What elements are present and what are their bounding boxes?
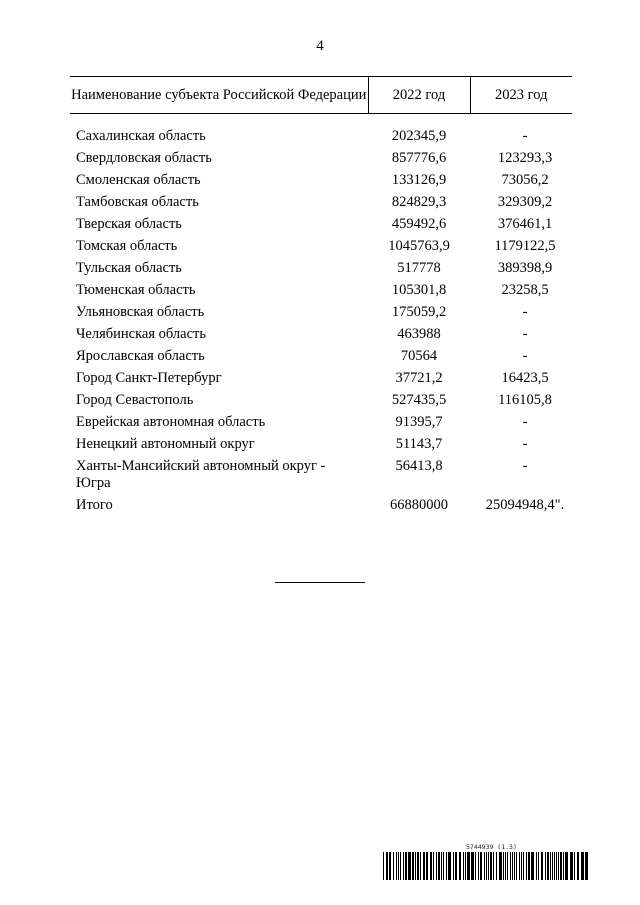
region-name-cell: Город Санкт-Петербург	[76, 370, 222, 386]
region-name-cell: Ненецкий автономный округ	[76, 436, 255, 452]
barcode-bar	[558, 852, 559, 880]
barcode-bar	[496, 852, 497, 880]
barcode-bar	[446, 852, 447, 880]
barcode-image	[383, 852, 589, 880]
value-2022-cell: 527435,5	[391, 392, 447, 408]
table-row	[70, 495, 572, 517]
value-2023-cell: 123293,3	[497, 150, 553, 166]
value-2022-cell: 857776,6	[391, 150, 447, 166]
barcode-bar	[415, 852, 416, 880]
barcode-bar	[412, 852, 414, 880]
value-2022-cell: 463988	[397, 326, 441, 342]
value-2023-cell: -	[522, 304, 528, 320]
value-2022-cell: 1045763,9	[388, 238, 450, 254]
region-name-cell: Смоленская область	[76, 172, 201, 188]
barcode-bar	[581, 852, 584, 880]
value-2022-cell: 51143,7	[395, 436, 443, 452]
barcode-bar	[512, 852, 513, 880]
barcode-bar	[490, 852, 492, 880]
table-spacer-row	[70, 114, 572, 127]
barcode-bar	[523, 852, 524, 880]
barcode-bar	[563, 852, 564, 880]
value-2022-cell: 91395,7	[395, 414, 443, 430]
barcode-bar	[514, 852, 515, 880]
barcode-bar	[455, 852, 457, 880]
value-2023-cell: -	[522, 458, 528, 474]
region-name-cell: Еврейская автономная область	[76, 414, 266, 430]
barcode-bar	[521, 852, 522, 880]
value-2023-cell: 376461,1	[497, 216, 553, 232]
barcode-bar	[393, 852, 394, 880]
table-row	[70, 368, 572, 390]
barcode-bar	[426, 852, 428, 880]
barcode-bar	[493, 852, 494, 880]
header-2023: 2023 год	[470, 77, 572, 114]
barcode-bar	[389, 852, 391, 880]
barcode-bar	[383, 852, 384, 880]
barcode-bar	[507, 852, 508, 880]
barcode-bar	[550, 852, 551, 880]
barcode-bar	[448, 852, 451, 880]
table-row	[70, 126, 572, 148]
barcode-bar	[486, 852, 487, 880]
barcode-bar	[423, 852, 425, 880]
region-name-cell: Тамбовская область	[76, 194, 199, 210]
barcode-bar	[526, 852, 527, 880]
barcode-bar	[417, 852, 419, 880]
barcode-bar	[467, 852, 470, 880]
value-2022-cell: 517778	[397, 260, 441, 276]
barcode-bar	[552, 852, 553, 880]
table-row	[70, 258, 572, 280]
table-row	[70, 236, 572, 258]
value-2022-cell: 70564	[400, 348, 438, 364]
value-2023-cell: -	[522, 436, 528, 452]
barcode-bar	[531, 852, 534, 880]
barcode-bar	[574, 852, 575, 880]
region-name-cell: Тюменская область	[76, 282, 196, 298]
value-2022-cell: 459492,6	[391, 216, 447, 232]
barcode-bar	[430, 852, 432, 880]
region-name-cell: Тверская область	[76, 216, 182, 232]
barcode-bar	[541, 852, 543, 880]
table-header-row	[70, 77, 572, 114]
barcode-bar	[408, 852, 411, 880]
region-name-cell: Итого	[76, 497, 113, 513]
barcode-bar	[465, 852, 466, 880]
barcode-bar	[488, 852, 489, 880]
region-name-cell: Челябинская область	[76, 326, 206, 342]
table-row	[70, 324, 572, 346]
barcode-bar	[386, 852, 388, 880]
barcode-bar	[436, 852, 437, 880]
table-row	[70, 148, 572, 170]
region-name-cell: Тульская область	[76, 260, 182, 276]
region-name-cell: Ханты-Мансийский автономный округ - Югра	[76, 458, 326, 491]
barcode-bar	[403, 852, 404, 880]
value-2023-cell: 73056,2	[501, 172, 549, 188]
table-row	[70, 390, 572, 412]
table-row	[70, 412, 572, 434]
barcode-bar	[420, 852, 421, 880]
barcode-bar	[570, 852, 573, 880]
barcode-bar	[478, 852, 479, 880]
region-name-cell: Сахалинская область	[76, 128, 206, 144]
value-2022-cell: 105301,8	[391, 282, 447, 298]
value-2022-cell: 66880000	[390, 497, 448, 513]
barcode-bar	[547, 852, 549, 880]
barcode-bar	[556, 852, 557, 880]
barcode-bar	[565, 852, 568, 880]
value-2022-cell: 824829,3	[391, 194, 447, 210]
barcode-caption: 5744939 (1.3)	[466, 843, 517, 851]
barcode-bar	[577, 852, 579, 880]
table-row	[70, 280, 572, 302]
value-2023-cell: 16423,5	[501, 370, 549, 386]
table-body	[70, 114, 572, 518]
value-2023-cell: -	[522, 326, 528, 342]
value-2023-cell: 1179122,5	[494, 238, 556, 254]
value-2022-cell: 37721,2	[395, 370, 443, 386]
table-row	[70, 456, 572, 495]
barcode-bar	[545, 852, 546, 880]
table-row	[70, 214, 572, 236]
barcode-bar	[400, 852, 401, 880]
barcode-bar	[396, 852, 397, 880]
region-name-cell: Ульяновская область	[76, 304, 205, 320]
closing-rule	[275, 582, 365, 583]
barcode-bar	[484, 852, 485, 880]
subsidy-table-container	[70, 76, 572, 517]
value-2023-cell: 116105,8	[498, 392, 552, 408]
value-2022-cell: 56413,8	[395, 458, 443, 474]
region-name-cell: Свердловская область	[76, 150, 212, 166]
value-2022-cell: 202345,9	[391, 128, 447, 144]
value-2023-cell: -	[522, 414, 528, 430]
barcode-bar	[453, 852, 454, 880]
barcode-bar	[480, 852, 482, 880]
barcode-bar	[528, 852, 530, 880]
header-region: Наименование субъекта Российской Федерации	[70, 77, 368, 114]
subsidy-table	[70, 76, 572, 517]
barcode-bar	[471, 852, 474, 880]
barcode-bar	[459, 852, 461, 880]
region-name-cell: Ярославская область	[76, 348, 205, 364]
barcode-bar	[516, 852, 517, 880]
barcode-bar	[554, 852, 555, 880]
table-row	[70, 170, 572, 192]
table-row	[70, 302, 572, 324]
barcode-bar	[538, 852, 539, 880]
value-2023-cell: -	[522, 348, 528, 364]
barcode-bar	[536, 852, 537, 880]
barcode-bar	[499, 852, 502, 880]
page-number: 4	[316, 38, 324, 54]
barcode-bar	[519, 852, 520, 880]
barcode-bar	[505, 852, 506, 880]
barcode-bar	[443, 852, 444, 880]
table-row	[70, 434, 572, 456]
value-2022-cell: 175059,2	[391, 304, 447, 320]
barcode-bar	[398, 852, 399, 880]
value-2023-cell: -	[522, 128, 528, 144]
table-row	[70, 192, 572, 214]
barcode-bar	[463, 852, 464, 880]
barcode-bar	[510, 852, 511, 880]
value-2023-cell: 25094948,4".	[485, 497, 565, 513]
barcode-bar	[441, 852, 442, 880]
barcode-bar	[475, 852, 476, 880]
value-2022-cell: 133126,9	[391, 172, 447, 188]
barcode-bar	[433, 852, 434, 880]
table-row	[70, 346, 572, 368]
value-2023-cell: 329309,2	[497, 194, 553, 210]
region-name-cell: Город Севастополь	[76, 392, 194, 408]
barcode-bar	[585, 852, 588, 880]
barcode-bar	[405, 852, 407, 880]
value-2023-cell: 23258,5	[501, 282, 549, 298]
header-2022: 2022 год	[368, 77, 470, 114]
barcode-bar	[503, 852, 504, 880]
region-name-cell: Томская область	[76, 238, 178, 254]
barcode-bar	[560, 852, 562, 880]
value-2023-cell: 389398,9	[497, 260, 553, 276]
barcode-bar	[438, 852, 440, 880]
